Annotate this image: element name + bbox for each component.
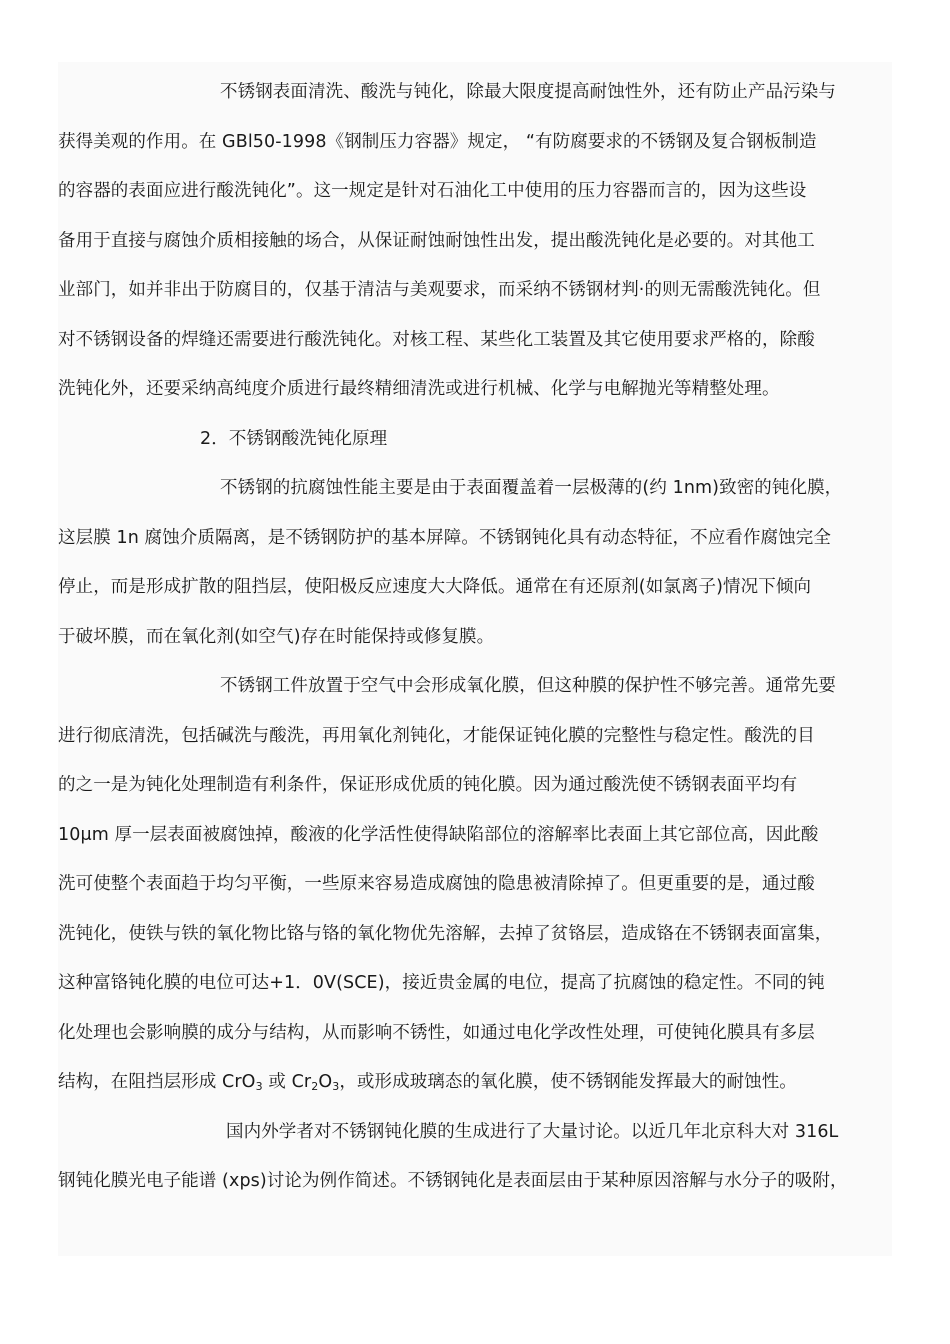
paragraph-line: 的之一是为钝化处理制造有利条件，保证形成优质的钝化膜。因为通过酸洗使不锈钢表面平均有 bbox=[58, 775, 798, 795]
subscript: 3 bbox=[332, 1080, 340, 1093]
paragraph-line: 对不锈钢设备的焊缝还需要进行酸洗钝化。对核工程、某些化工装置及其它使用要求严格的，除酸 bbox=[58, 329, 815, 350]
paragraph-line: 于破坏膜，而在氧化剂(如空气)存在时能保持或修复膜。 bbox=[58, 626, 495, 647]
paragraph-line: 业部门，如并非出于防腐目的，仅基于清洁与美观要求，而采纳不锈钢材判·的则无需酸洗钝化。但 bbox=[58, 280, 821, 300]
paragraph-2 bbox=[58, 464, 892, 662]
paragraph-1 bbox=[58, 68, 892, 415]
paragraph-line: 进行彻底清洗，包括碱洗与酸洗，再用氧化剂钝化，才能保证钝化膜的完整性与稳定性。酸洗的目 bbox=[58, 725, 815, 746]
paragraph-line: 洗钝化，使铁与铁的氧化物比铬与铬的氧化物优先溶解，去掉了贫铬层，造成铬在不锈钢表面富集， bbox=[58, 923, 833, 944]
paragraph-line: 停止，而是形成扩散的阻挡层，使阳极反应速度大大降低。通常在有还原剂(如氯离子)情况下倾向 bbox=[58, 577, 812, 597]
paragraph-line: 的容器的表面应进行酸洗钝化”。这一规定是针对石油化工中使用的压力容器而言的，因为这些设 bbox=[58, 181, 807, 201]
section-heading: 2．不锈钢酸洗钝化原理 bbox=[200, 428, 388, 449]
paragraph-line: 备用于直接与腐蚀介质相接触的场合，从保证耐蚀耐蚀性出发，提出酸洗钝化是必要的。对其他工 bbox=[58, 230, 815, 251]
text-fragment: O bbox=[318, 1072, 333, 1092]
text-fragment: 结构，在阻挡层形成 CrO bbox=[58, 1072, 256, 1092]
paragraph-line: 不锈钢的抗腐蚀性能主要是由于表面覆盖着一层极薄的(约 1nm)致密的钝化膜， bbox=[220, 478, 843, 498]
paragraph-line: 化处理也会影响膜的成分与结构，从而影响不锈性，如通过电化学改性处理，可使钝化膜具有多层 bbox=[58, 1022, 815, 1043]
paragraph-line: 这层膜 1n 腐蚀介质隔离，是不锈钢防护的基本屏障。不锈钢钝化具有动态特征，不应看作腐蚀完全 bbox=[58, 527, 831, 548]
text-fragment: 或 Cr bbox=[262, 1072, 312, 1092]
paragraph-line: 10μm 厚一层表面被腐蚀掉，酸液的化学活性使得缺陷部位的溶解率比表面上其它部位高，因此酸 bbox=[58, 824, 819, 845]
text-fragment: ，或形成玻璃态的氧化膜，使不锈钢能发挥最大的耐蚀性。 bbox=[339, 1072, 797, 1092]
paragraph-line: 洗可使整个表面趋于均匀平衡，一些原来容易造成腐蚀的隐患被清除掉了。但更重要的是，通过酸 bbox=[58, 874, 815, 894]
paragraph-3 bbox=[58, 662, 892, 1108]
document-body bbox=[58, 68, 892, 1207]
subscript: 3 bbox=[255, 1080, 263, 1093]
subscript: 2 bbox=[311, 1080, 319, 1093]
paragraph-line: 不锈钢工件放置于空气中会形成氧化膜，但这种膜的保护性不够完善。通常先要 bbox=[220, 676, 836, 696]
paragraph-4 bbox=[58, 1108, 892, 1207]
paragraph-line: 获得美观的作用。在 GBl50-1998《钢制压力容器》规定， “有防腐要求的不锈钢及复合钢板制造 bbox=[58, 131, 817, 152]
paragraph-line: 钢钝化膜光电子能谱 (xps)讨论为例作简述。不锈钢钝化是表面层由于某种原因溶解与水分子的吸附， bbox=[58, 1171, 848, 1191]
paragraph-line-formula bbox=[58, 1058, 892, 1108]
paragraph-line: 洗钝化外，还要采纳高纯度介质进行最终精细清洗或进行机械、化学与电解抛光等精整处理。 bbox=[58, 379, 780, 399]
paragraph-line: 这种富铬钝化膜的电位可达+1．0V(SCE)，接近贵金属的电位，提高了抗腐蚀的稳定性。不同的钝 bbox=[58, 973, 825, 993]
paragraph-line: 国内外学者对不锈钢钝化膜的生成进行了大量讨论。以近几年北京科大对 316L bbox=[226, 1121, 839, 1142]
paragraph-line: 不锈钢表面清洗、酸洗与钝化，除最大限度提高耐蚀性外，还有防止产品污染与 bbox=[220, 82, 836, 102]
